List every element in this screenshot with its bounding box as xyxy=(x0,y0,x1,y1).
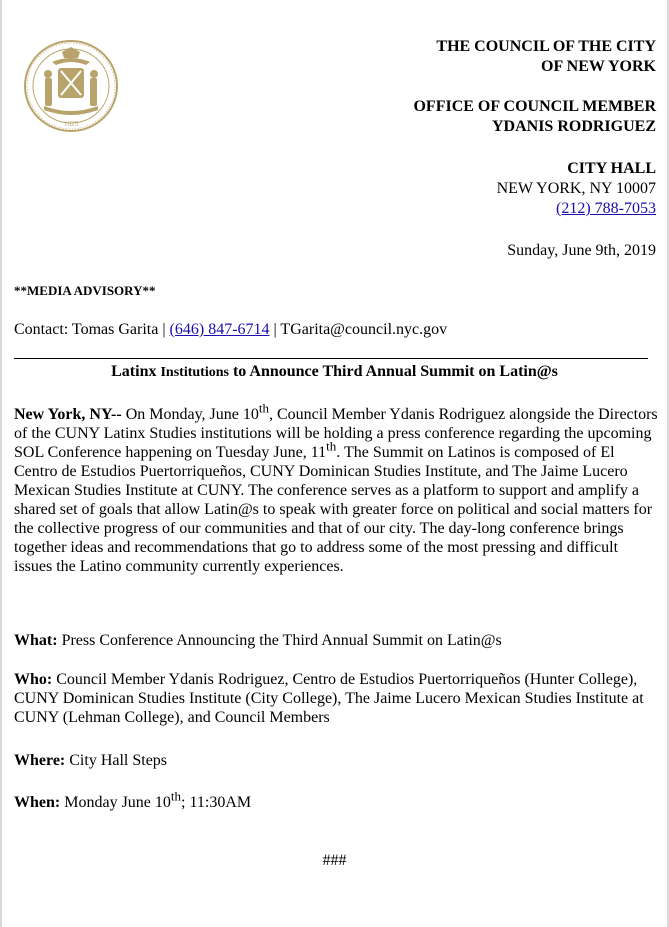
council-line-1: THE COUNCIL OF THE CITY xyxy=(436,38,656,55)
city-hall-label: CITY HALL xyxy=(567,160,656,177)
body-text-1: On Monday, June 10 xyxy=(121,406,259,423)
who-line xyxy=(14,670,660,727)
what-label: What: xyxy=(14,632,58,649)
title-part-2: Institutions xyxy=(160,365,229,380)
where-line xyxy=(14,751,660,770)
body-text-2: , Council Member Ydanis Rodriguez alongside the Directors of the CUNY Latinx Studies institutions will be holding a press conference regarding the upcoming SOL Conference happening on Tuesday June, 11 xyxy=(14,406,658,461)
when-label: When: xyxy=(14,794,61,811)
page-border-left xyxy=(0,0,2,927)
contact-line xyxy=(14,321,447,339)
office-line-2: YDANIS RODRIGUEZ xyxy=(491,118,656,135)
media-advisory-label: **MEDIA ADVISORY** xyxy=(14,283,156,298)
contact-email: | TGarita@council.nyc.gov xyxy=(269,321,448,338)
advisory-title xyxy=(0,363,669,381)
address-line: NEW YORK, NY 10007 xyxy=(496,180,656,197)
when-value-2: ; 11:30AM xyxy=(181,794,252,811)
title-part-1: Latinx xyxy=(111,363,161,380)
what-line xyxy=(14,631,660,650)
when-line xyxy=(14,788,660,812)
contact-phone-link[interactable]: (646) 847-6714 xyxy=(169,321,270,338)
body-paragraph xyxy=(14,400,660,576)
contact-prefix: Contact: Tomas Garita | xyxy=(14,321,170,338)
city-seal-logo xyxy=(22,38,120,134)
release-date: Sunday, June 9th, 2019 xyxy=(507,242,656,259)
dateline: New York, NY-- xyxy=(14,406,122,423)
council-line-2: OF NEW YORK xyxy=(541,58,656,75)
where-value: City Hall Steps xyxy=(65,752,168,769)
what-value: Press Conference Announcing the Third Annual Summit on Latin@s xyxy=(57,632,502,649)
when-value-1: Monday June 10 xyxy=(60,794,171,811)
ordinal-suffix-2: th xyxy=(326,438,337,454)
office-phone-link[interactable]: (212) 788-7053 xyxy=(556,200,656,217)
council-heading xyxy=(436,37,656,77)
divider-line xyxy=(14,358,648,359)
body-text-3: . The Summit on Latinos is composed of El Centro de Estudios Puertorriqueños, CUNY Dominican Studies Institute, and The Jaime Lucero Mexican Studies Institute at CUNY. The conference serves as a platform to support and amplify a shared set of goals that allow Latin@s to speak with greater force on political and social matters for the collective progress of our communities and that of our city. The day-long conference brings together ideas and recommendations that go to address some of the most pressing and difficult issues the Latino community currently experiences. xyxy=(14,444,653,575)
ordinal-suffix-1: th xyxy=(258,400,269,416)
address-block xyxy=(497,159,656,219)
end-mark: ### xyxy=(322,852,347,869)
seal-year: 1625 xyxy=(64,120,78,128)
who-value: Council Member Ydanis Rodriguez, Centro de Estudios Puertorriqueños (Hunter College), CUNY Dominican Studies Institute (City College), The Jaime Lucero Mexican Studies Institute at CUNY (Lehman College), and Council Members xyxy=(14,671,644,726)
office-line-1: OFFICE OF COUNCIL MEMBER xyxy=(413,98,656,115)
where-label: Where: xyxy=(14,752,66,769)
title-part-3: to Announce Third Annual Summit on Latin@s xyxy=(228,363,558,380)
when-ordinal-suffix: th xyxy=(170,788,182,804)
office-heading xyxy=(413,97,656,137)
who-label: Who: xyxy=(14,671,53,688)
